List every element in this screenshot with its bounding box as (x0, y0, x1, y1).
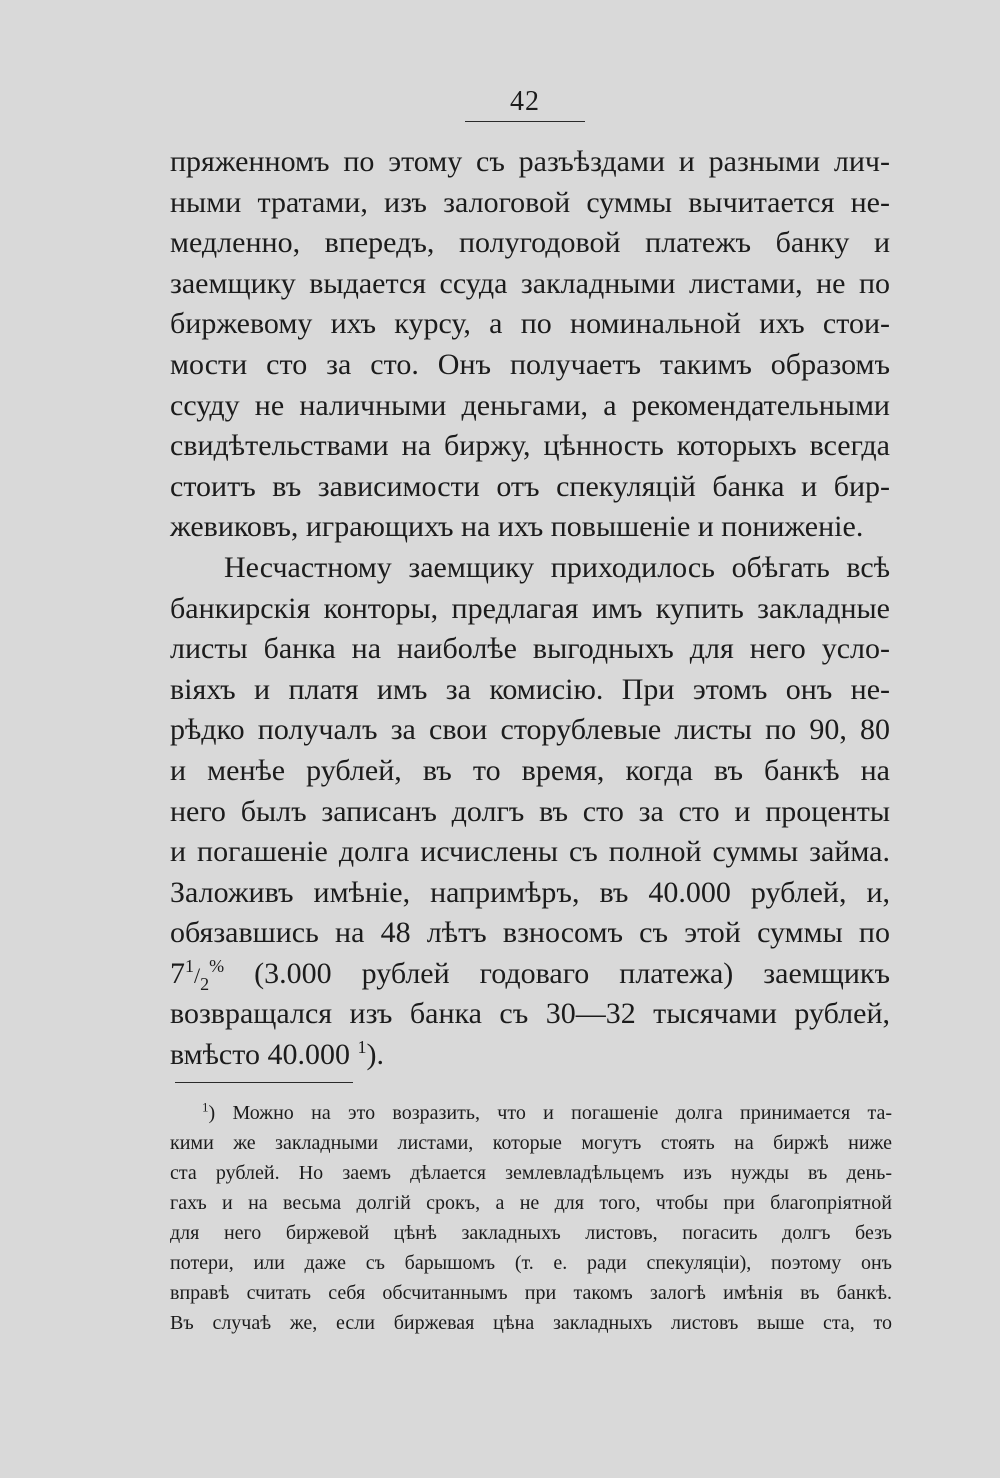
text-line: биржевому ихъ курсу, а по номинальной ихъ стои- (170, 307, 890, 341)
rate-fraction-numerator: 1 (185, 955, 194, 976)
text-line: заемщику выдается ссуда закладными листами, не по (170, 266, 890, 300)
footnote-line: кими же закладными листами, которые могутъ стоять на биржѣ ниже (170, 1132, 892, 1154)
footnote-marker: 1 (202, 1099, 209, 1115)
footnote (170, 1098, 892, 1338)
footnote-line: Въ случаѣ же, если биржевая цѣна закладныхъ листовъ выше ста, то (170, 1312, 892, 1334)
text-line: пряженномъ по этому съ разъѣздами и разными лич- (170, 145, 890, 178)
text-line (170, 1035, 890, 1076)
text-line: Заложивъ имѣніе, напримѣръ, въ 40.000 рублей, и, (170, 875, 890, 909)
text-line: віяхъ и платя имъ за комисію. При этомъ онъ не- (170, 672, 890, 706)
footnote-line: гахъ и на весьма долгій срокъ, а не для того, чтобы при благопріятной (170, 1192, 892, 1214)
rate-line (170, 954, 890, 995)
text-line: ными тратами, изъ залоговой суммы вычитается не- (170, 185, 890, 219)
text-line: жевиковъ, играющихъ на ихъ повышеніе и пониженіе. (170, 510, 864, 544)
footnote-line: вправѣ считать себя обсчитаннымъ при такомъ залогѣ имѣнія въ банкѣ. (170, 1282, 892, 1304)
text-line: него былъ записанъ долгъ въ сто за сто и проценты (170, 794, 890, 828)
text-line: и погашеніе долга исчислены съ полной суммы займа. (170, 835, 890, 869)
text-line: свидѣтельствами на биржу, цѣнность которыхъ всегда (170, 429, 890, 463)
text-line: возвращался изъ банка съ 30—32 тысячами рублей, (170, 997, 890, 1031)
footnote-line (170, 1098, 892, 1128)
text-line-end: ). (366, 1038, 384, 1072)
percent-sign: % (209, 955, 225, 976)
paragraph-start-line: Несчастному заемщику приходилось обѣгать всѣ (224, 550, 890, 584)
text-line: листы банка на наиболѣе выгодныхъ для него усло- (170, 632, 890, 666)
text-line: банкирскія конторы, предлагая имъ купить закладные (170, 591, 890, 625)
text-line-start: вмѣсто 40.000 (170, 1038, 358, 1072)
text-line: и менѣе рублей, въ то время, когда въ банкѣ на (170, 753, 890, 787)
rate-whole: 7 (170, 956, 185, 990)
body-text (170, 142, 890, 1076)
rate-fraction-separator: / (194, 962, 201, 988)
footnote-rule (175, 1082, 353, 1083)
text-line: мости сто за сто. Онъ получаетъ такимъ образомъ (170, 347, 890, 381)
footnote-line: потери, или даже съ барышомъ (т. е. ради спекуляціи), поэтому онъ (170, 1252, 892, 1274)
page-number: 42 (510, 86, 540, 117)
text-line: рѣдко получалъ за свои сторублевые листы по 90, 80 (170, 713, 890, 747)
text-line: стоитъ въ зависимости отъ спекуляцій банка и бир- (170, 469, 890, 503)
footnote-line: для него биржевой цѣнѣ закладныхъ листовъ, погасить долгъ безъ (170, 1222, 892, 1244)
rate-fraction-denominator: 2 (200, 973, 210, 994)
footnote-first-line: ) Можно на это возразить, что и погашеніе долга принимается та- (208, 1102, 892, 1124)
footnote-reference: 1 (357, 1037, 367, 1058)
text-line: ссуду не наличными деньгами, а рекомендательными (170, 388, 890, 422)
footnote-line: ста рублей. Но заемъ дѣлается землевладѣльцемъ изъ нужды въ день- (170, 1162, 892, 1184)
header-rule (465, 121, 585, 122)
text-line: медленно, впередъ, полугодовой платежъ банку и (170, 226, 890, 260)
text-line: обязавшись на 48 лѣтъ взносомъ съ этой суммы по (170, 916, 890, 950)
rate-line-rest: (3.000 рублей годоваго платежа) заемщикъ (224, 956, 890, 990)
